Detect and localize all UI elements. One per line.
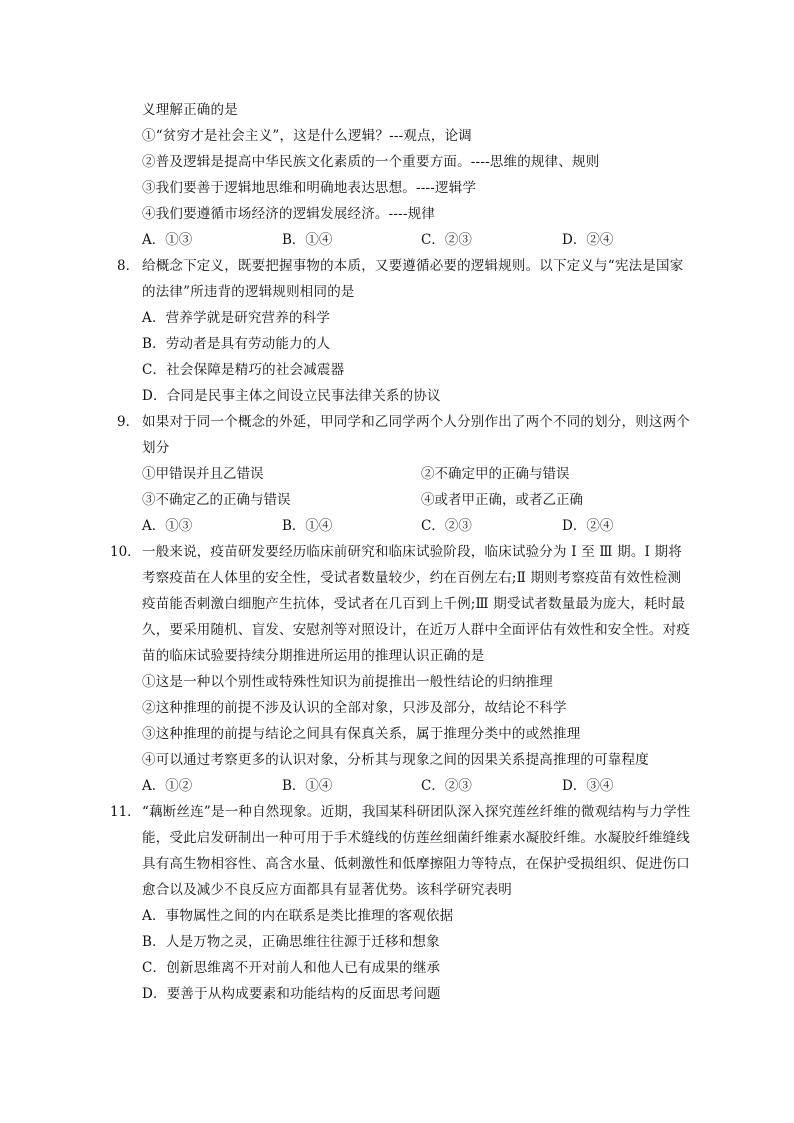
question-stem: 如果对于同一个概念的外延，甲同学和乙同学两个人分别作出了两个不同的划分，则这两个 bbox=[142, 414, 690, 430]
question-number: 8． bbox=[117, 258, 140, 274]
question-stem: 久，要采用随机、盲发、安慰剂等对照设计，在近万人群中全面评估有效性和安全性。对疫 bbox=[142, 622, 690, 638]
question-stem: 义理解正确的是 bbox=[142, 102, 238, 118]
question-stem: 愈合以及减少不良反应方面都具有显著优势。该科学研究表明 bbox=[142, 882, 512, 898]
choice-c: C．②③ bbox=[421, 778, 472, 794]
statement-item: ④或者甲正确，或者乙正确 bbox=[421, 492, 583, 508]
choice-b: B．人是万物之灵，正确思维往往源于迁移和想象 bbox=[142, 934, 440, 950]
question-stem: “藕断丝连”是一种自然现象。近期，我国某科研团队深入探究莲丝纤维的微观结构与力学性 bbox=[142, 804, 691, 820]
question-stem: 具有高生物相容性、高含水量、低刺激性和低摩擦阻力等特点，在保护受损组织、促进伤口 bbox=[142, 856, 690, 872]
statement-item: ②不确定甲的正确与错误 bbox=[421, 466, 570, 482]
statement-item: ①这是一种以个别性或特殊性知识为前提推出一般性结论的归纳推理 bbox=[142, 674, 553, 690]
statement-item: ①甲错误并且乙错误 bbox=[142, 466, 264, 482]
choice-a: A．①③ bbox=[142, 232, 193, 248]
statement-item: ③这种推理的前提与结论之间具有保真关系，属于推理分类中的或然推理 bbox=[142, 726, 581, 742]
choice-a: A．①③ bbox=[142, 518, 193, 534]
statement-item: ③我们要善于逻辑地思维和明确地表达思想。----逻辑学 bbox=[142, 180, 477, 196]
question-number: 11． bbox=[110, 804, 141, 820]
choice-b: B．劳动者是具有劳动能力的人 bbox=[142, 336, 331, 352]
choice-c: C．②③ bbox=[421, 518, 472, 534]
choice-c: C．②③ bbox=[421, 232, 472, 248]
question-stem: 的法律”所违背的逻辑规则相同的是 bbox=[142, 284, 355, 300]
question-number: 9． bbox=[117, 414, 140, 430]
statement-item: ④可以通过考察更多的认识对象，分析其与现象之间的因果关系提高推理的可靠程度 bbox=[142, 752, 649, 768]
question-number: 10． bbox=[110, 544, 141, 560]
choice-a: A．营养学就是研究营养的科学 bbox=[142, 310, 331, 326]
choice-a: A．①② bbox=[142, 778, 193, 794]
choice-d: D．③④ bbox=[562, 778, 614, 794]
choice-c: C．创新思维离不开对前人和他人已有成果的继承 bbox=[142, 960, 441, 976]
question-stem: 给概念下定义，既要把握事物的本质，又要遵循必要的逻辑规则。以下定义与“宪法是国家 bbox=[142, 258, 684, 274]
choice-d: D．要善于从构成要素和功能结构的反面思考问题 bbox=[142, 986, 441, 1002]
statement-item: ②这种推理的前提不涉及认识的全部对象，只涉及部分，故结论不科学 bbox=[142, 700, 567, 716]
statement-item: ①“贫穷才是社会主义”，这是什么逻辑？---观点，论调 bbox=[142, 128, 472, 144]
choice-d: D．②④ bbox=[562, 232, 614, 248]
statement-item: ③不确定乙的正确与错误 bbox=[142, 492, 291, 508]
choice-d: D．②④ bbox=[562, 518, 614, 534]
question-stem: 苗的临床试验要持续分期推进所运用的推理认识正确的是 bbox=[142, 648, 485, 664]
choice-b: B．①④ bbox=[282, 778, 333, 794]
choice-d: D．合同是民事主体之间设立民事法律关系的协议 bbox=[142, 388, 441, 404]
question-stem: 考察疫苗在人体里的安全性，受试者数量较少，约在百例左右;Ⅱ 期则考察疫苗有效性检测 bbox=[142, 570, 682, 586]
choice-b: B．①④ bbox=[282, 232, 333, 248]
choice-c: C．社会保障是精巧的社会减震器 bbox=[142, 362, 345, 378]
statement-item: ②普及逻辑是提高中华民族文化素质的一个重要方面。----思维的规律、规则 bbox=[142, 154, 600, 170]
question-stem: 能，受此启发研制出一种可用于手术缝线的仿莲丝细菌纤维素水凝胶纤维。水凝胶纤维缝线 bbox=[142, 830, 690, 846]
question-stem: 疫苗能否刺激白细胞产生抗体，受试者在几百到上千例;Ⅲ 期受试者数量最为庞大，耗时最 bbox=[142, 596, 686, 612]
statement-item: ④我们要遵循市场经济的逻辑发展经济。----规律 bbox=[142, 206, 436, 222]
choice-b: B．①④ bbox=[282, 518, 333, 534]
question-stem: 划分 bbox=[142, 440, 170, 456]
question-stem: 一般来说，疫苗研发要经历临床前研究和临床试验阶段，临床试验分为 Ⅰ 至 Ⅲ 期。Ⅰ 期将 bbox=[142, 544, 682, 560]
choice-a: A．事物属性之间的内在联系是类比推理的客观依据 bbox=[142, 908, 454, 924]
